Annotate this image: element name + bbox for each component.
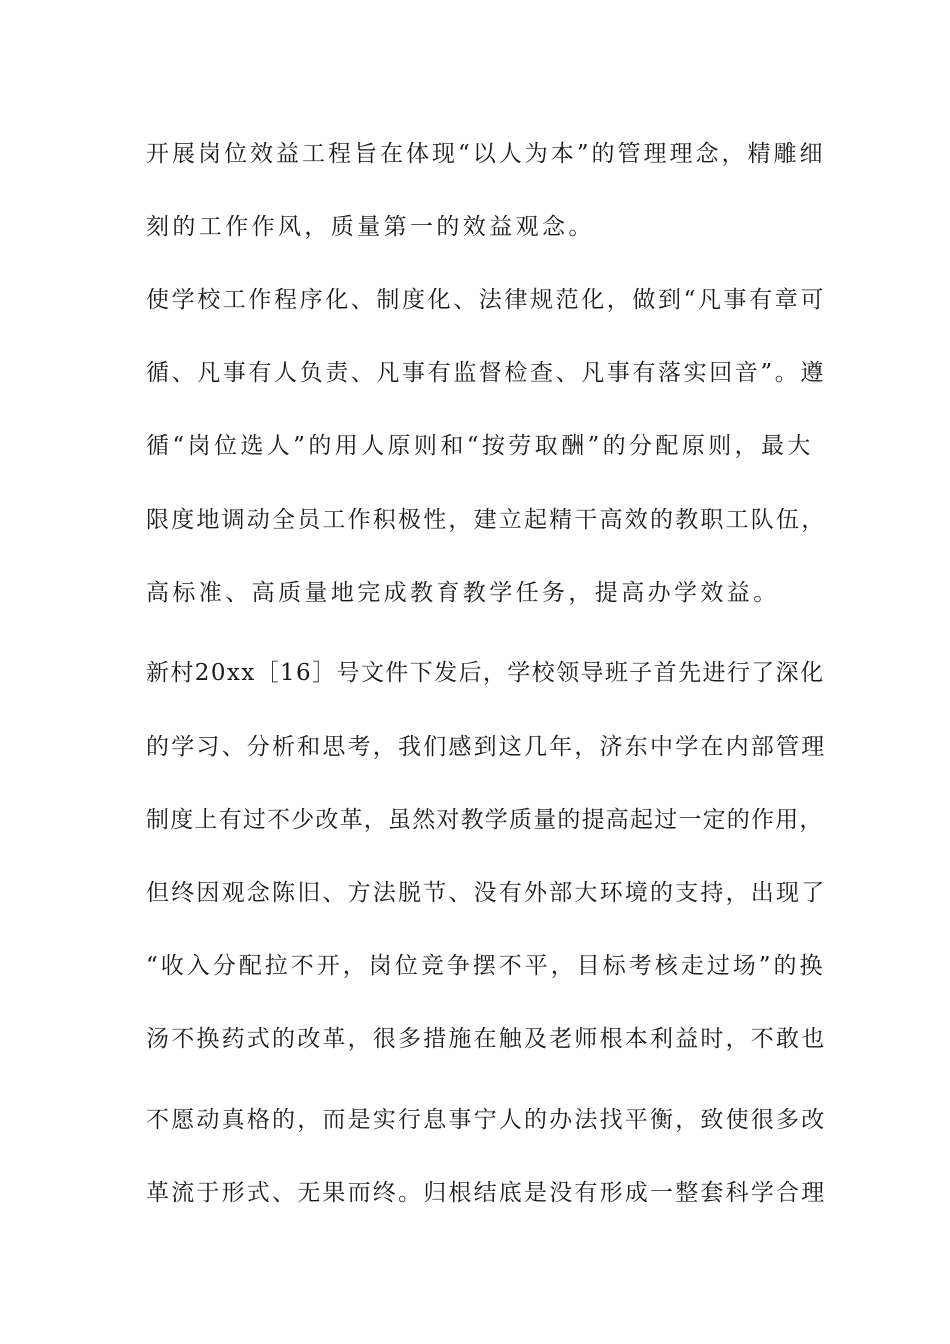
text-line-6: 限度地调动全员工作积极性，建立起精干高效的教职工队伍，	[146, 507, 827, 533]
text-line-14: 不愿动真格的，而是实行息事宁人的办法找平衡，致使很多改	[146, 1107, 827, 1133]
text-line-2: 刻的工作作风，质量第一的效益观念。	[146, 214, 595, 240]
text-line-10: 制度上有过不少改革，虽然对教学质量的提高起过一定的作用，	[146, 807, 824, 833]
text-line-15: 革流于形式、无果而终。归根结底是没有形成一整套科学合理	[146, 1180, 827, 1206]
text-line-12: “收入分配拉不开，岗位竞争摆不平，目标考核走过场”的换	[146, 953, 826, 979]
text-line-13: 汤不换药式的改革，很多措施在触及老师根本利益时，不敢也	[146, 1026, 827, 1052]
text-line-5: 循“岗位选人”的用人原则和“按劳取酬”的分配原则，最大	[146, 433, 814, 459]
text-line-9: 的学习、分析和思考，我们感到这几年，济东中学在内部管理	[146, 734, 827, 760]
text-line-8: 新村20xx［16］号文件下发后，学校领导班子首先进行了深化	[146, 660, 825, 686]
text-line-3: 使学校工作程序化、制度化、法律规范化，做到“凡事有章可	[146, 287, 826, 313]
text-line-11: 但终因观念陈旧、方法脱节、没有外部大环境的支持，出现了	[146, 880, 827, 906]
text-line-4: 循、凡事有人负责、凡事有监督检查、凡事有落实回音”。遵	[146, 360, 826, 386]
text-line-1: 开展岗位效益工程旨在体现“以人为本”的管理理念，精雕细	[146, 141, 826, 167]
text-line-7: 高标准、高质量地完成教育教学任务，提高办学效益。	[146, 580, 780, 606]
